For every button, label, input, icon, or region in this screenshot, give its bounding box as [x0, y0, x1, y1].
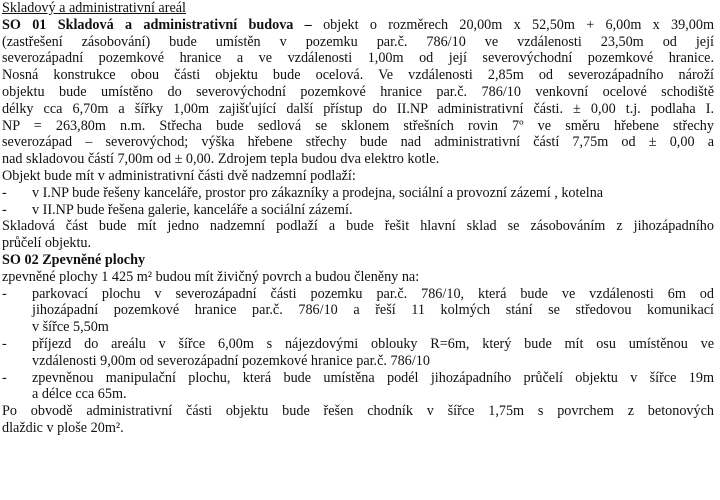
list-item-text: příjezd do areálu v šířce 6,00m s nájezdovými oblouky R=6m, který bude mít osu umístěnou ve	[32, 335, 714, 352]
closing-line: Po obvodě administrativní části objektu bude řešen chodník v šířce 1,75m s povrchem z betonových	[2, 403, 714, 420]
list-item	[2, 370, 714, 387]
list-item-continuation: a délce cca 65m.	[32, 386, 127, 403]
so01-text-line: objekt o rozměrech 20,00m x 52,50m + 6,00m x 39,00m	[311, 16, 714, 33]
closing-line: dlaždic v ploše 20m².	[2, 419, 124, 436]
list-item-text: zpevněnou manipulační plochu, která bude umístěna podél jihozápadního průčelí objektu v šířce 19m	[32, 369, 714, 386]
list-dash: -	[2, 184, 7, 201]
so02-heading: SO 02 Zpevněné plochy	[2, 251, 146, 268]
list-dash: -	[2, 201, 7, 218]
list-item	[2, 286, 714, 303]
list-item-continuation: v šířce 5,50m	[32, 319, 109, 336]
list-dash: -	[2, 335, 7, 352]
list-item-continuation: vzdálenosti 9,00m od severozápadní pozemkové hranice par.č. 786/10	[32, 352, 430, 369]
so01-text-line: objektu bude umístěno do severovýchodní pozemkové hranice par.č. 786/10 venkovní ocelové schodiště	[2, 83, 714, 100]
so01-text-line: nad skladovou částí 7,00m od ± 0,00. Zdrojem tepla budou dva elektro kotle.	[2, 151, 440, 168]
list-item	[2, 336, 714, 353]
so01-heading: SO 01 Skladová a administrativní budova –	[2, 16, 312, 33]
so01-text-line: severozápadní pozemkové hranice a ve vzdálenosti 1,00m od její severovýchodní pozemkové hranice.	[2, 50, 714, 67]
so01-text-line: NP = 263,80m n.m. Střecha bude sedlová se sklonem střešních rovin 7º ve směru hřebene střechy	[2, 117, 714, 134]
list-item	[2, 202, 714, 219]
list-item-text: parkovací plochu v severozápadní části pozemku par.č. 786/10, která bude ve vzdálenosti 6m od	[32, 285, 714, 302]
so01-text-line: severozápad – severovýchod; výška hřebene střechy bude nad administrativní částí 7,75m od ± 0,00 a	[2, 134, 714, 151]
list-dash: -	[2, 285, 7, 302]
storage-line: Skladová část bude mít jedno nadzemní podlaží a bude řešit hlavní sklad se zásobováním z jihozápadního	[2, 218, 714, 235]
storage-line: průčelí objektu.	[2, 235, 92, 252]
list-dash: -	[2, 369, 7, 386]
list-item-text: v II.NP bude řešena galerie, kanceláře a sociální zázemí.	[32, 201, 353, 218]
floors-intro: Objekt bude mít v administrativní části dvě nadzemní podlaží:	[2, 167, 356, 184]
so01-text-line: délky cca 6,70m a šířky 1,00m zajišťující další přístup do II.NP administrativní části. ± 0,00 t.j. podlaha I.	[2, 100, 714, 117]
list-item	[2, 185, 714, 202]
so01-first-line	[2, 17, 714, 34]
list-item-text: v I.NP bude řešeny kanceláře, prostor pro zákazníky a prodejna, sociální a provozní zázemí , kotelna	[32, 184, 604, 201]
list-item-continuation: jihozápadní pozemkové hranice par.č. 786/10 a řeší 11 kolmých stání se středovou komunikací	[32, 302, 714, 319]
so02-intro: zpevněné plochy 1 425 m² budou mít živičný povrch a budou členěny na:	[2, 268, 420, 285]
so01-text-line: (zastřešení zásobování) bude umístěn v pozemku par.č. 786/10 ve vzdálenosti 23,50m od její	[2, 33, 714, 50]
so01-text-line: Nosná konstrukce obou části objektu bude ocelová. Ve vzdálenosti 2,85m od severozápadního nároží	[2, 67, 714, 84]
section-title: Skladový a administrativní areál	[2, 0, 186, 16]
